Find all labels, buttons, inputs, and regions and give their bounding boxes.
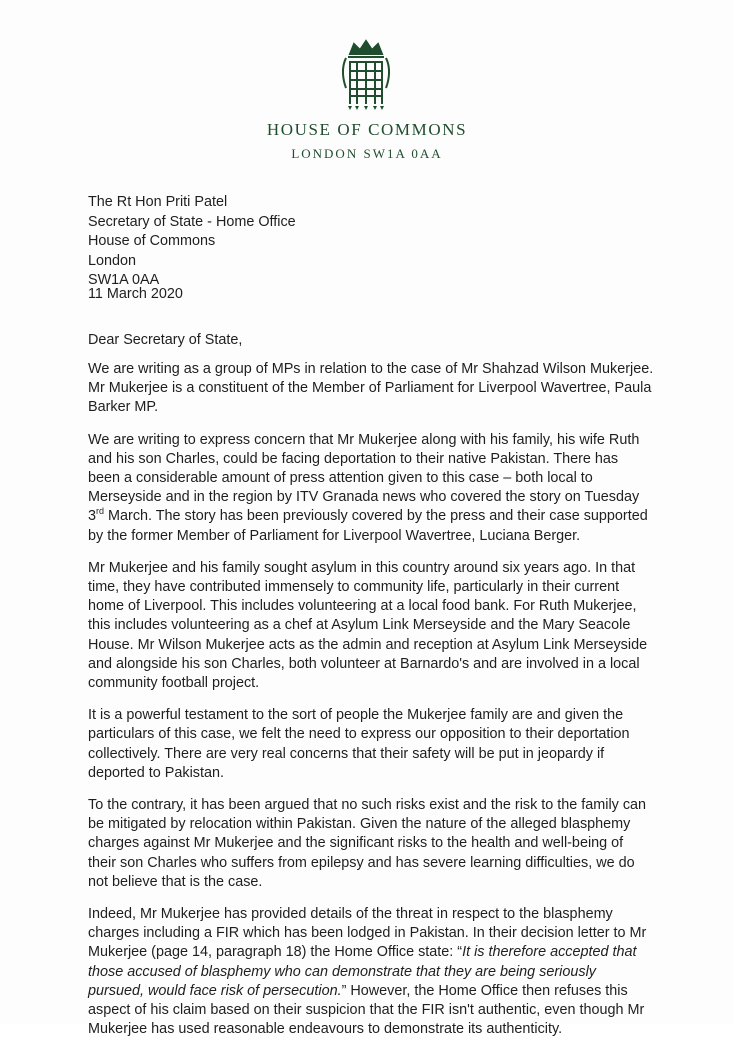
paragraph — [88, 905, 654, 1039]
salutation: Dear Secretary of State, — [88, 332, 243, 348]
recipient-line: House of Commons — [88, 233, 216, 250]
paragraph — [88, 431, 654, 546]
recipient-line: The Rt Hon Priti Patel — [88, 194, 228, 210]
paragraph: It is a powerful testament to the sort of people the Mukerjee family are and given the particulars of this case, we felt the need to express our opposition to their deportation collectively. There are very real concerns that their safety will be put in jeopardy if deported to Pakistan. — [88, 707, 630, 781]
paragraph: To the contrary, it has been argued that no such risks exist and the risk to the family can be mitigated by relocation within Pakistan. Given the nature of the alleged blasphemy charges against Mr Mukerjee and the significant risks to the health and well-being of their son Charles who suffers from epilepsy and has severe learning difficulties, we do not believe that is the case. — [88, 797, 647, 890]
letterhead-address: LONDON SW1A 0AA — [291, 146, 443, 161]
ordinal-suffix: rd — [96, 506, 105, 517]
paragraph-text: We are writing to express concern that Mr Mukerjee along with his family, his wife Ruth and his son Charles, could be facing deportation to their native Pakistan. There has been a considerable amount of press attention given to this case – both local to Merseyside and in the region by ITV Granada news who covered the story on Tuesday 3 — [88, 431, 640, 525]
letterhead-title: HOUSE OF COMMONS — [266, 120, 468, 139]
recipient-line: London — [88, 252, 137, 269]
recipient-line: Secretary of State - Home Office — [88, 213, 296, 230]
paragraph-text: March. The story has been previously covered by the press and their case supported by the former Member of Parliament for Liverpool Wavertree, Luciana Berger. — [88, 508, 648, 544]
portcullis-crest-icon — [338, 38, 394, 110]
paragraph: We are writing as a group of MPs in relation to the case of Mr Shahzad Wilson Mukerjee. Mr Mukerjee is a constituent of the Member of Parliament for Liverpool Wavertree, Paula Barker MP. — [88, 361, 654, 416]
paragraph-text: ” However, the Home Office then refuses this aspect of his claim based on their suspicion that the FIR isn't authentic, even though Mr Mukerjee has used reasonable endeavours to demonstrate its authenticity. — [88, 982, 645, 1038]
letter-body — [88, 360, 654, 1053]
paragraph-text: Indeed, Mr Mukerjee has provided details of the threat in respect to the blasphemy charges including a FIR which has been lodged in Pakistan. In their decision letter to Mr Mukerjee (page 14, paragraph 18) the Home Office state: “ — [88, 906, 647, 961]
paragraph: Mr Mukerjee and his family sought asylum in this country around six years ago. In that time, they have contributed immensely to community life, particularly in their current home of Liverpool. This includes volunteering at a local food bank. For Ruth Mukerjee, this includes volunteering as a chef at Asylum Link Merseyside and the Mary Seacole House. Mr Wilson Mukerjee acts as the admin and reception at Asylum Link Merseyside and alongside his son Charles, both volunteer at Barnardo's and are involved in a local community football project. — [88, 559, 648, 692]
recipient-address — [88, 193, 296, 291]
letter-date: 11 March 2020 — [88, 286, 183, 302]
recipient-line: SW1A 0AA — [88, 272, 160, 289]
quoted-text: It is therefore accepted that those accused of blasphemy who can demonstrate that they are being seriously pursued, would face risk of persecution. — [88, 944, 637, 999]
